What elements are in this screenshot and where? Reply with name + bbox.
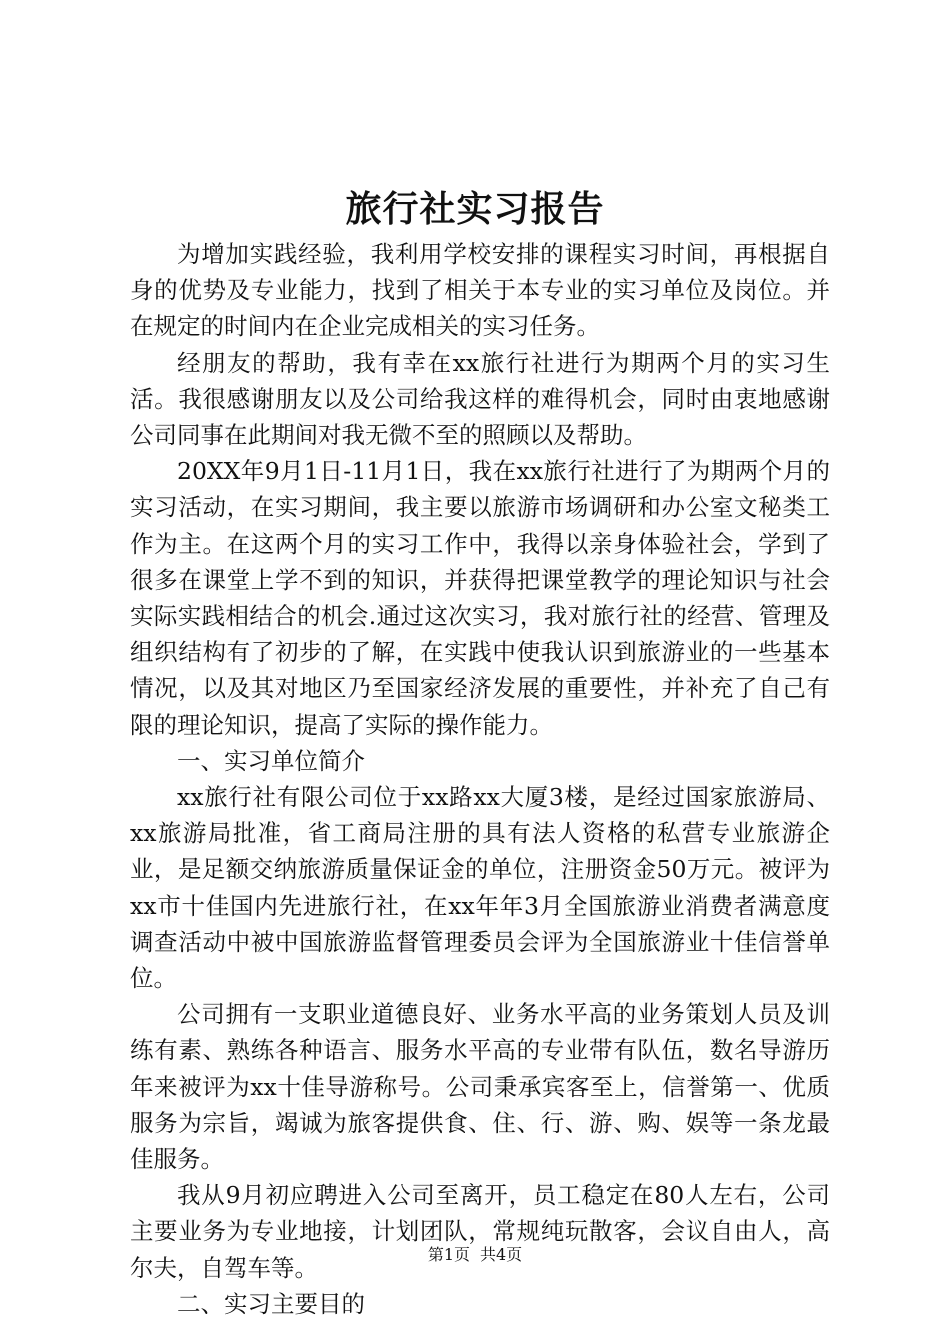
paragraph: 20XX年9月1日-11月1日，我在xx旅行社进行了为期两个月的实习活动，在实习期间，我主要以旅游市场调研和办公室文秘类工作为主。在这两个月的实习工作中，我得以亲身体验社会，学到了很多在课堂上学不到的知识，并获得把课堂教学的理论知识与社会实际实践相结合的机会.通过这次实习，我对旅行社的经营、管理及组织结构有了初步的了解，在实践中使我认识到旅游业的一些基本情况，以及其对地区乃至国家经济发展的重要性，并补充了自己有限的理论知识，提高了实际的操作能力。 bbox=[130, 457, 830, 739]
document-body bbox=[130, 236, 830, 1322]
section-heading: 一、实习单位简介 bbox=[177, 746, 365, 775]
paragraph: 为增加实践经验，我利用学校安排的课程实习时间，再根据自身的优势及专业能力，找到了相关于本专业的实习单位及岗位。并在规定的时间内在企业完成相关的实习任务。 bbox=[130, 240, 830, 341]
page-footer bbox=[0, 1243, 950, 1267]
paragraph: 公司拥有一支职业道德良好、业务水平高的业务策划人员及训练有素、熟练各种语言、服务水平高的专业带有队伍，数名导游历年来被评为xx十佳导游称号。公司秉承宾客至上，信誉第一、优质服务为宗旨，竭诚为旅客提供食、住、行、游、购、娱等一条龙最佳服务。 bbox=[130, 1000, 830, 1174]
document-title: 旅行社实习报告 bbox=[345, 188, 605, 230]
paragraph: 我从9月初应聘进入公司至离开，员工稳定在80人左右，公司主要业务为专业地接，计划团队，常规纯玩散客，会议自由人，高尔夫，自驾车等。 bbox=[130, 1181, 830, 1282]
page-total: 共4页 bbox=[480, 1245, 523, 1264]
paragraph: 经朋友的帮助，我有幸在xx旅行社进行为期两个月的实习生活。我很感谢朋友以及公司给我这样的难得机会，同时由衷地感谢公司同事在此期间对我无微不至的照顾以及帮助。 bbox=[130, 348, 830, 450]
section-heading: 二、实习主要目的 bbox=[177, 1289, 365, 1318]
paragraph: xx旅行社有限公司位于xx路xx大厦3楼，是经过国家旅游局、xx旅游局批准，省工商局注册的具有法人资格的私营专业旅游企业，是足额交纳旅游质量保证金的单位，注册资金50万元。被评为xx市十佳国内先进旅行社，在xx年年3月全国旅游业消费者满意度调查活动中被中国旅游监督管理委员会评为全国旅游业十佳信誉单位。 bbox=[130, 783, 830, 993]
page-number: 第1页 bbox=[427, 1245, 470, 1264]
